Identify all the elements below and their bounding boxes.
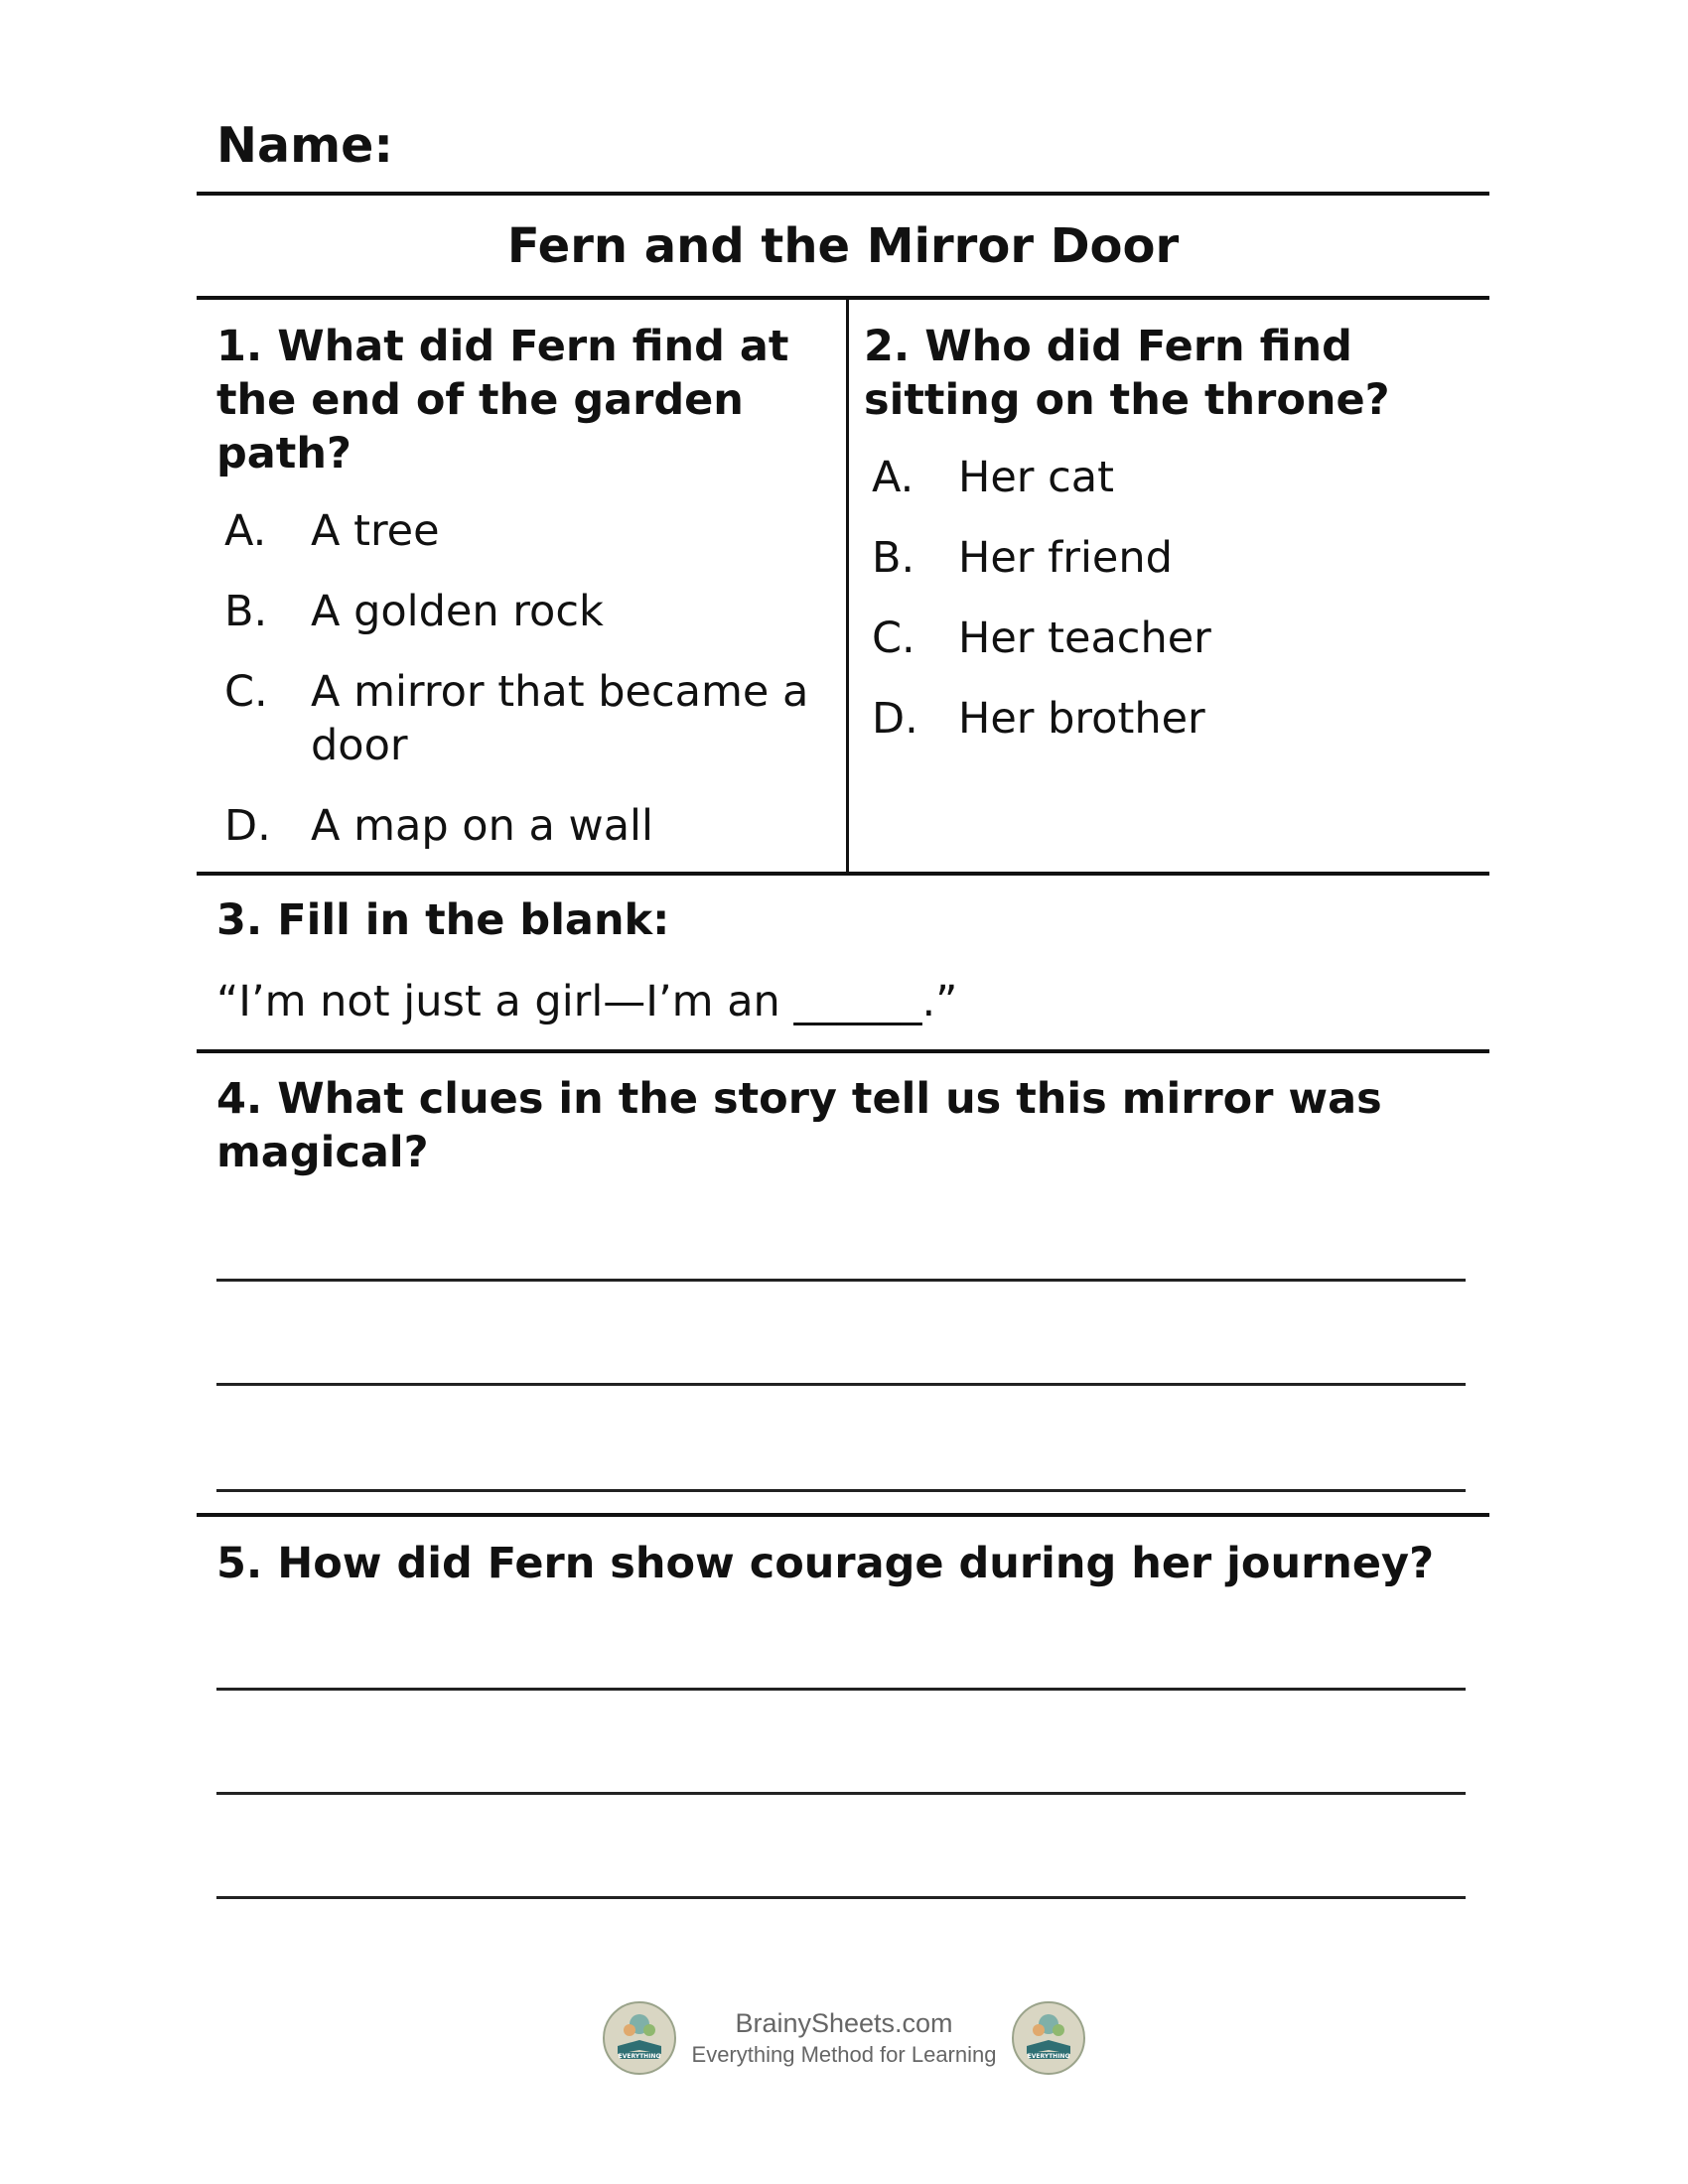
q4-answer-line-1[interactable] [216,1279,1466,1282]
q1-option-letter: C. [224,667,268,717]
q1-option-a[interactable] [216,504,832,558]
worksheet-title: Fern and the Mirror Door [506,218,1180,274]
q2-prompt: 2. Who did Fern find sitting on the throne? [864,322,1390,425]
column-divider [846,298,849,874]
q2-option-a[interactable] [864,451,1460,504]
q3-prompt: 3. Fill in the blank: [216,895,670,945]
q5-prompt: 5. How did Fern show courage during her journey? [216,1539,1435,1588]
q2-option-text: Her teacher [958,614,1211,663]
q2-option-letter: D. [872,694,918,744]
q1-option-text: A mirror that became a door [311,667,809,770]
q5-answer-line-2[interactable] [216,1792,1466,1795]
divider-top [197,192,1489,196]
q1-option-d[interactable] [216,799,832,853]
footer-tagline: Everything Method for Learning [691,2042,997,2067]
q2-option-c[interactable] [864,612,1460,665]
divider-q3 [197,872,1489,876]
q2-option-text: Her friend [958,533,1173,583]
brainysheets-logo-right [1011,2000,1086,2076]
q2-option-d[interactable] [864,692,1460,746]
q4-prompt: 4. What clues in the story tell us this mirror was magical? [216,1074,1382,1177]
q1-option-letter: A. [224,506,267,556]
q1-option-text: A map on a wall [311,801,653,851]
divider-q4 [197,1049,1489,1053]
q2-option-text: Her brother [958,694,1205,744]
q1-prompt: 1. What did Fern find at the end of the garden path? [216,322,789,478]
q4-answer-line-3[interactable] [216,1489,1466,1492]
logo-text: EVERYTHING [618,2053,661,2060]
q2-option-letter: A. [872,453,914,502]
q2-options [864,451,1460,772]
divider-q5 [197,1513,1489,1517]
q1-option-text: A golden rock [311,587,604,636]
footer [0,2000,1688,2080]
q1-option-letter: D. [224,801,271,851]
name-label: Name: [216,117,393,174]
q1-option-b[interactable] [216,585,832,638]
divider-title [197,296,1489,300]
q4-answer-line-2[interactable] [216,1383,1466,1386]
q5-answer-line-1[interactable] [216,1688,1466,1691]
logo-text: EVERYTHING [1027,2053,1070,2060]
q2-option-text: Her cat [958,453,1114,502]
q3-sentence: “I’m not just a girl—I’m an ______.” [216,977,958,1026]
q1-option-text: A tree [311,506,440,556]
brainysheets-logo-left [602,2000,677,2076]
q1-option-letter: B. [224,587,268,636]
q5-answer-line-3[interactable] [216,1896,1466,1899]
q1-options [216,504,832,880]
q2-option-letter: C. [872,614,915,663]
q2-option-b[interactable] [864,531,1460,585]
footer-site: BrainySheets.com [735,2008,953,2038]
q1-option-c[interactable] [216,665,832,772]
q2-option-letter: B. [872,533,915,583]
